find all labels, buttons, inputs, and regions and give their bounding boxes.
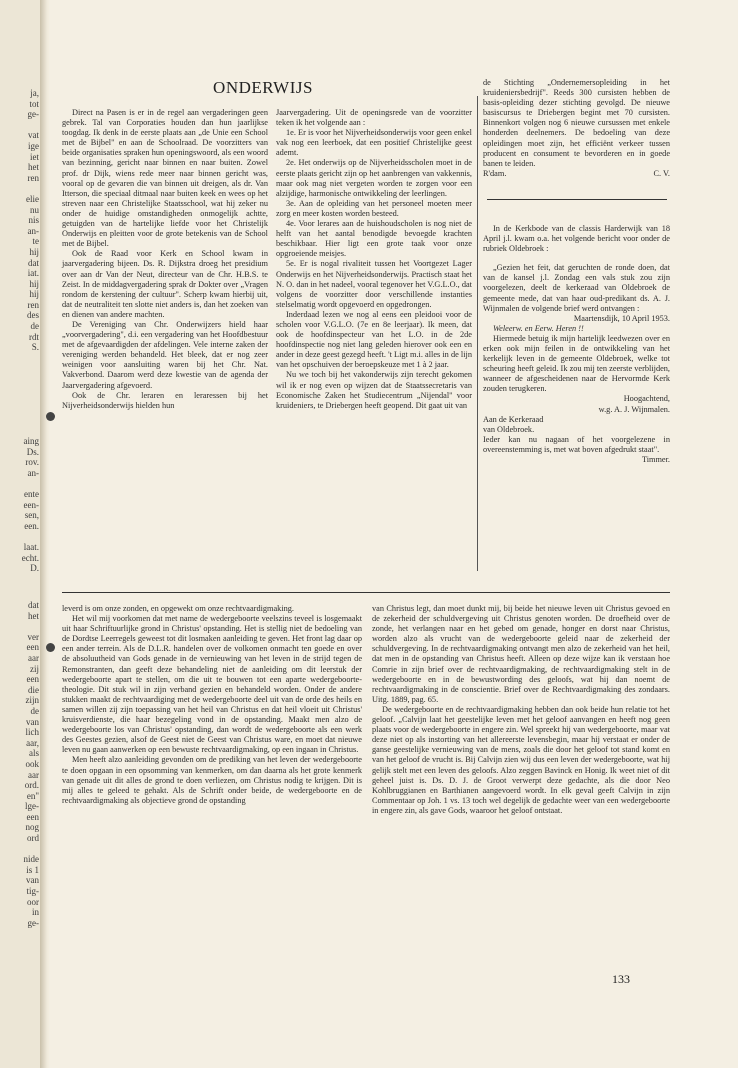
col3-sig-place: R'dam.: [483, 168, 507, 178]
col1-paragraph: Ook de Raad voor Kerk en School kwam in jaarvergadering bijeen. Ds. R. Dijkstra droeg het presidium over aan dr Van der Neut, directeur van de Chr. H.B.S. te Zeist. In de middagvergadering sprak dr Dokter over „Vragen rondom de kerstening der cultuur". Scherp kwam hierbij uit, dat de neutraliteit ten slotte niet anders is, dan het zoeken van en dienen van andere machten.: [62, 249, 268, 319]
column-2: [276, 108, 472, 411]
margin-fragment: ord: [27, 833, 39, 844]
margin-fragment: in: [31, 907, 39, 918]
margin-fragment: [3, 531, 39, 542]
col3-address-line-2: van Oldebroek.: [483, 424, 535, 434]
margin-fragment: hij: [29, 289, 39, 300]
col3-closing-note: Ieder kan nu nagaan of het voorgelezene in overeenstemming is, met wat boven afgedrukt staat".: [483, 434, 670, 454]
margin-fragment: een: [26, 642, 39, 653]
lower-right-paragraph: De wedergeboorte en de rechtvaardigmaking hebben dan ook beide hun relatie tot het geloof. „Calvijn laat het geestelijke leven met het geloof aanvangen en heeft nog geen plaats voor de wedergeboorte in engere zin. Wel spreekt hij van wedergeboorte, maar vat deze niet op als instorting van het allereerste levensbegin, maar hij verstaat er onder de ganse geestelijke vernieuwing van de mens, zoals die door het geloof tot stand komt en van het geloof de vrucht is. Bij Calvijn zien wij dus een leven der wedergeboorte, wat hij gelijk stelt met een leven des geloofs. Alzo zeggen Bavinck en Honig. Ik weet niet of dit geheel juist is. Ds. D. J. de Groot verwerpt deze gedachte, als die door Neo Kohlbruggianen en Barthianen aangevoerd wordt. In elk geval geeft Calvijn in zijn Commentaar op Joh. 1 vs. 13 toch wel degelijk de gedachte weer van een wedergeboorte in engere zin, als gave Gods, waaroor het geloof ontstaat.: [372, 704, 670, 815]
page-number: 133: [612, 972, 630, 986]
margin-fragment: tot: [29, 98, 39, 109]
col2-paragraph: 1e. Er is voor het Nijverheidsonderwijs voor geen enkel vak nog een leerboek, dat een positief Christelijke geest ademt.: [276, 128, 472, 158]
col2-paragraph: Nu we toch bij het vakonderwijs zijn terecht gekomen wil ik er nog even op wijzen dat de Staatssecretaris van Economische Zaken het Studiecentrum „Nijendal" voor kruideniers, te Driebergen heeft geopend. Dit gaat uit van: [276, 370, 472, 410]
margin-fragment: zijn: [25, 695, 39, 706]
col3-top-paragraph: de Stichting „Ondernemersopleiding in het kruideniersbedrijf". Reeds 300 cursisten hebben de basis-opleiding dezer stichting gevolgd. De nieuwe basiscursus te Driebergen begint met 70 cursisten. Binnenkort volgen nog 6 nieuwe cursussen met enkele honderden deelnemers. De bedoeling van deze opleidingen moet zijn, het efficiënt verkeer tussen producent en consument te bevorderen en in goede banen te leiden.: [483, 78, 670, 168]
col3-letter-body: Hiermede betuig ik mijn hartelijk leedwezen over en erken ook mijn feilen in de ontwikkeling van het kerkelijk leven in de gemeente Oldebroek, welke tot scheuring heeft geleid. Ik zou mij ten zeerste verblijden, wanneer de afgescheidenen naar de Hervormde Kerk zouden terugkeren.: [483, 333, 670, 394]
binding-fold: [40, 0, 50, 1068]
margin-fragment: ente: [24, 488, 39, 499]
margin-fragments-upper: [3, 88, 39, 353]
margin-fragment: en": [26, 790, 39, 801]
margin-fragment: van: [26, 875, 39, 886]
col2-paragraph: Jaarvergadering. Uit de openingsrede van de voorzitter teken ik het volgende aan :: [276, 108, 472, 128]
lower-left-paragraph: leverd is om onze zonden, en opgewekt om onze rechtvaardigmaking.: [62, 604, 295, 613]
margin-fragment: ook: [25, 758, 39, 769]
margin-fragment: des: [27, 310, 39, 321]
margin-fragments-middle: [3, 436, 39, 574]
margin-fragment: aar: [28, 769, 39, 780]
lower-right-paragraph: van Christus legt, dan moet dunkt mij, bij beide het nieuwe leven uit Christus gevoed en de zekerheid der schuldvergeving uit Christus genoten worden. De droefheid over de zonde, het verlangen naar en het gebed om genade, honger en dorst naar Christus, worden alzo als vrucht van de wedergeboorte geleid naar de zekerheid der schuldvergeving. In de rechtvaardigmaking ontvangt men alzo de zekerheid van het heil, dat men in de opstanding van Christus heeft. Alleen op deze wijze kan ik verstaan hoe Comrie in zijn brief over de rechtvaardigmaking, de rechtvaardigmaking stelt in de wedergeboorte en in de bewustwording des geloofs, wat hij dan noemt de rechtvaardigmaking in de conscientie. Brief over de Rechtvaardigmaking des zondaars. Uitg. 1889, pag. 65.: [372, 604, 670, 704]
margin-fragment: aar,: [26, 737, 39, 748]
col1-paragraph: De Vereniging van Chr. Onderwijzers hield haar „voorvergadering", d.i. een vergadering van het Hoofdbestuur met de afgevaardigden der afdelingen. Vele interne zaken der vereniging werden behandeld. Het bleek, dat er nog zeer weinigen voor aansluiting waren bij het Chr. Nat. Vakverbond. Daarom werd deze kwestie van de agenda der Jaarvergadering afgevoerd.: [62, 319, 268, 390]
margin-fragment: is 1: [26, 864, 39, 875]
margin-fragment: sen,: [24, 510, 39, 521]
margin-fragment: vat: [28, 130, 39, 141]
margin-fragment: de: [30, 321, 39, 332]
margin-fragment: tig-: [26, 886, 39, 897]
col2-paragraph: 3e. Aan de opleiding van het personeel moeten meer zorg en meer kosten worden besteed.: [276, 198, 472, 218]
col2-paragraph: 5e. Er is nogal rivaliteit tussen het Voortgezet Lager Onderwijs en het Nijverheidsonderwijs. Practisch staat het N. O. dan in het nadeel, vooral tegenover het V.G.L.O., dat volgens de voorzitter door verschillende instanties stelselmatig wordt opgevoerd en opgedrongen.: [276, 259, 472, 309]
margin-fragment: de: [30, 705, 39, 716]
col2-paragraph: Inderdaad lezen we nog al eens een pleidooi voor de scholen voor V.G.L.O. (7e en 8e leerjaar). Ik meen, dat ook de hoofdinspecteur van het L.O. in de 2de hoofdinspectie nog niet lang geleden hierover ook een en ander in deze geest gezegd heeft. 't Ligt m.i. alles in de lijn van het opschuiven der beroepskeuze met 1 à 2 jaar.: [276, 309, 472, 370]
margin-fragment: ver: [27, 631, 39, 642]
margin-fragment: het: [28, 162, 39, 173]
col3-signature: [483, 169, 670, 179]
lower-left-paragraph: Men heeft alzo aanleiding gevonden om de prediking van het leven der wedergeboorte te doen opgaan in een opsomming van kenmerken, om dan daarna als het grote kenmerk van genade uit dit alles de grond te doen verliezen, om Christus nodig te krijgen. Dit is mij alles te geleed te gehakt. Als de Schrift onder beide, de wedergeboorte en de rechtvaardigmaking als objectieve grond de opstanding: [62, 755, 362, 805]
margin-fragment: een.: [24, 520, 39, 531]
margin-fragment: echt.: [21, 552, 39, 563]
margin-fragment: an-: [27, 225, 39, 236]
margin-fragment: het: [28, 610, 39, 621]
col3-intro: In de Kerkbode van de classis Harderwijk van 18 April j.l. kwam o.a. het volgende bericht voor onder de rubriek Oldebroek :: [483, 223, 670, 254]
margin-fragment: dat: [28, 600, 39, 610]
margin-fragment: nide: [23, 854, 39, 865]
margin-fragment: ja,: [30, 88, 39, 98]
section-heading: ONDERWIJS: [213, 78, 313, 97]
margin-fragment: te: [32, 236, 39, 247]
lower-column-left: [62, 604, 362, 806]
col3-quote: „Gezien het feit, dat geruchten de ronde doen, dat van de kansel j.l. Zondag een vals stuk zou zijn voorgelezen, deelt de kerkeraad van Oldebroek de gemeente mede, dat van haar oud-predikant ds. A. J. Wijnmalen de volgende brief werd ontvangen :: [483, 263, 670, 313]
col1-paragraph: Direct na Pasen is er in de regel aan vergaderingen geen gebrek. Tal van Corporaties houden dan hun jaarlijkse toogdag. Ik denk in de eerste plaats aan „de Unie een School met de Bijbel" en aan de Schoolraad. De voorzitters van beide organisaties spraken hun openingswoord, als een woord van bezinning, gericht naar binnen en naar buiten. Zowel prof. dr Dijk, wiens rede meer naar binnen gericht was, vooral op de gevaren die van binnen uit dreigen, als dr. Van Itterson, die speciaal ditmaal naar buiten keek en wees op het streven naar een Christelijke Staatsschool, wat hij zeker nu onder de huidige omstandigheden onmogelijk achtte, getuigden van de hartelijke liefde voor het Christelijk Onderwijs en pleitten voor de grote betekenis van de School met de Bijbel.: [62, 108, 268, 249]
margin-fragment: als: [29, 748, 39, 759]
margin-fragment: elie: [26, 193, 39, 204]
col1-paragraph: Ook de Chr. leraren en leraressen bij het Nijverheidsonderwijs hielden hun: [62, 390, 268, 410]
punch-hole-bottom: [46, 643, 55, 652]
column-1: [62, 108, 268, 411]
section-divider: [62, 592, 670, 593]
punch-hole-top: [46, 412, 55, 421]
margin-fragment: ige: [28, 140, 39, 151]
margin-fragment: ge-: [27, 109, 39, 120]
margin-fragment: [3, 120, 39, 131]
margin-fragment: oor: [27, 896, 39, 907]
col3-address-line-1: Aan de Kerkeraad: [483, 414, 544, 424]
margin-fragment: ord.: [24, 780, 39, 791]
margin-fragment: lich: [25, 727, 39, 738]
col3-letter-date: Maartensdijk, 10 April 1953.: [573, 313, 670, 323]
margin-fragment: nu: [30, 204, 39, 215]
margin-fragment: lge-: [25, 801, 39, 812]
margin-fragment: ren: [27, 172, 39, 183]
margin-fragment: zij: [30, 663, 39, 674]
margin-fragment: nog: [25, 822, 39, 833]
lower-column-right: [372, 604, 670, 816]
margin-fragment: D.: [30, 563, 39, 574]
margin-fragment: ge-: [27, 917, 39, 928]
margin-fragment: rdt: [29, 331, 39, 342]
margin-fragment: aing: [23, 436, 39, 446]
col3-signed: w.g. A. J. Wijnmalen.: [598, 404, 670, 414]
margin-fragment: S.: [31, 342, 39, 353]
margin-fragment: hij: [29, 278, 39, 289]
margin-fragment: [3, 844, 39, 855]
margin-fragment: een: [26, 811, 39, 822]
lower-left-paragraph: Het wil mij voorkomen dat met name de wedergeboorte veelszins teveel is losgemaakt uit haar Schriftuurlijke grond in Christus' opstanding. Het is stellig niet de bedoeling van de Dordtse Leerregels geweest tot dit losmaken aanleiding te geven. Het front lag daar op een ander terrein. Als de D.L.R. handelen over de volkomen onmacht ten goede en over de absoluutheid van Gods genade in de vernieuwing van het leven in de strijd tegen de Remonstranten, dan geeft deze behandeling niet de aanleiding om dit leerstuk der wedergeboorte apart te stellen, om die uit te bouwen tot een aparte wedergeboorte-theologie. Dit stuk wil in zijn verband gezien en behandeld worden. Onder de andere stukken maakt de rechtvaardiging met de wedergeboorte deel uit van de orde des heils en samen willen zij zijn toepassing van het heil van Christus en dat heil vloeit uit Christus' kruisverdienste, die haar bezegeling vond in de opstanding. Maakt men alzo de wedergeboorte los van Christus' opstanding, dan wordt de wedergeboorte als een werk des Geestes gezien, alsof de Geest niet de Geest van Christus ware, en moet dat nieuwe leven nu gaan aanwerken op een bewuste rechtvaardigmaking, op een ingaan in Christus.: [62, 614, 362, 755]
margin-fragment: ren: [27, 299, 39, 310]
margin-fragment: een-: [23, 499, 39, 510]
col2-paragraph: 4e. Voor lerares aan de huishoudscholen is nog niet de helft van het aantal benodigde bevoegde krachten beschikbaar. Hier ligt een grote taak voor onze opgroeiende meisjes.: [276, 219, 472, 259]
margin-fragment: van: [26, 716, 39, 727]
col3-author: Timmer.: [641, 455, 670, 464]
margin-fragment: laat.: [23, 541, 39, 552]
margin-fragment: an-: [27, 467, 39, 478]
col3-sig-initials: C. V.: [653, 168, 670, 178]
margin-fragment: nis: [28, 215, 39, 226]
margin-fragment: rov.: [25, 457, 39, 468]
margin-fragment: hij: [29, 246, 39, 257]
column-3: [483, 78, 670, 465]
col3-separator: [487, 199, 667, 200]
column-rule: [477, 96, 478, 571]
col3-closing: Hoogachtend,: [623, 394, 670, 404]
margin-fragment: Ds.: [26, 446, 39, 457]
margin-fragment: [3, 621, 39, 632]
col2-paragraph: 2e. Het onderwijs op de Nijverheidsscholen moet in de eerste plaats gericht zijn op het aanbrengen van vakkennis, maar ook mag niet vergeten worden te zorgen voor een alzijdige, harmonische ontwikkeling der leerlingen.: [276, 158, 472, 198]
margin-fragment: die: [28, 684, 39, 695]
margin-fragment: aar: [28, 652, 39, 663]
margin-fragment: [3, 478, 39, 489]
margin-fragment: een: [26, 674, 39, 685]
margin-fragment: iet: [30, 151, 39, 162]
margin-fragment: iat.: [27, 268, 39, 279]
margin-fragments-lower: [3, 600, 39, 928]
col3-salutation: Weleerw. en Eerw. Heren !!: [493, 323, 584, 333]
margin-fragment: [3, 183, 39, 194]
margin-fragment: dat: [28, 257, 39, 268]
